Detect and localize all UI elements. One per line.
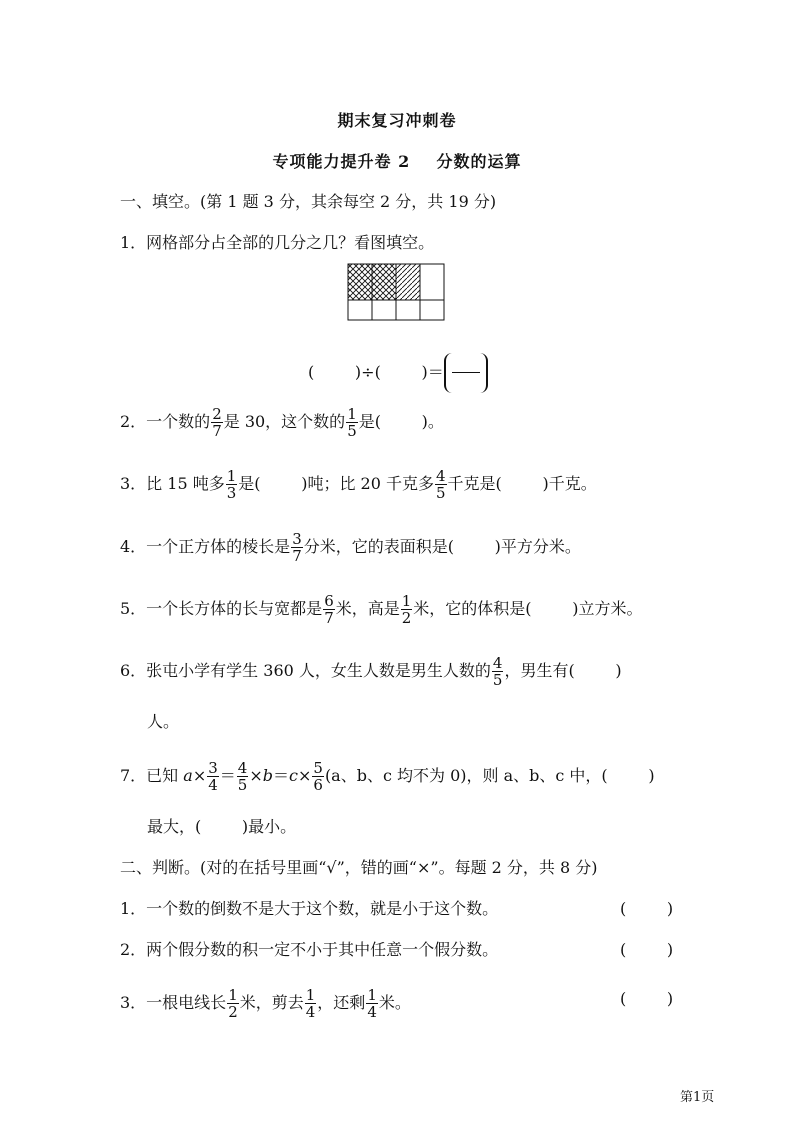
page-subtitle: 专项能力提升卷 2 分数的运算 [272,152,522,171]
q7-condition[interactable]: (a、b、c 均不为 0)，则 a、b、c 中，( ) [324,766,655,785]
q7-fraction-2 [237,760,249,793]
q7-eq-2: ＝ [273,766,290,785]
q3-frac1-den: 3 [226,484,237,502]
q4-fraction-1 [291,531,303,564]
q5-frac1-den: 7 [324,609,334,627]
q3-prefix: 3．比 15 吨多 [120,474,225,493]
q6-suffix[interactable]: ，男生有( ) [504,661,622,680]
q3-frac2-num: 4 [435,467,446,485]
s2-q3-fraction-2 [305,987,317,1020]
q7-frac3-num: 5 [313,759,323,777]
q4-suffix[interactable]: 分米，它的表面积是( )平方分米。 [303,537,581,556]
q1-text: 1．网格部分占全部的几分之几？看图填空。 [120,233,435,252]
page-number: 第1页 [680,1090,715,1105]
q6-line2: 人。 [147,712,180,731]
q3-frac2-den: 5 [435,484,446,502]
q2-prefix: 2．一个数的 [120,412,211,431]
q2-fraction-2 [346,406,358,439]
q7-line2[interactable]: 最大，( )最小。 [147,817,297,836]
q2-fraction-1 [211,406,223,439]
s2-q3-fraction-3 [366,987,378,1020]
s2-q3-mid: 米，剪去 [239,993,304,1012]
q6-fraction-1 [492,655,504,688]
s2-q3-fraction-1 [227,987,239,1020]
s2-q3-mid2: ，还剩 [317,993,366,1012]
q4-frac1-num: 3 [292,530,302,548]
s2-q3-suffix: 米。 [378,993,411,1012]
s2-q3-frac3-den: 4 [367,1003,377,1021]
q4-line [120,531,581,564]
q7-var-a: a [183,766,193,785]
q7-line [120,760,655,793]
section2-heading: 二、判断。(对的在括号里画“√”，错的画“×”。每题 2 分，共 8 分) [120,858,598,877]
q3-suffix[interactable]: 千克是( )千克。 [447,474,597,493]
q1-equation-left: ( )÷( )＝ [308,362,444,382]
q3-line [120,468,597,501]
grid-figure [347,263,447,323]
s2-q3-frac1-num: 1 [228,986,238,1004]
q2-frac1-num: 2 [212,405,222,423]
q1-equation [308,353,488,393]
q7-times-3: × [297,766,312,785]
grid-cell-crosshatch-2 [372,264,396,300]
q7-prefix: 7．已知 [120,766,184,785]
q1-fraction-answer-box[interactable] [444,353,488,393]
s2-q1-blank[interactable]: ( ) [620,899,674,918]
q2-mid: 是 30，这个数的 [223,412,346,431]
q5-fraction-2 [401,593,413,626]
q2-frac2-num: 1 [347,405,357,423]
q5-frac2-num: 1 [401,592,412,610]
q5-fraction-1 [323,593,335,626]
q3-frac1-num: 1 [226,467,237,485]
s2-q3-frac3-num: 1 [367,986,377,1004]
q2-suffix[interactable]: 是( )。 [358,412,444,431]
page-title: 期末复习冲刺卷 [337,111,457,130]
q7-frac1-num: 3 [208,759,218,777]
s2-q3-frac1-den: 2 [228,1003,238,1021]
q4-prefix: 4．一个正方体的棱长是 [120,537,291,556]
q7-frac1-den: 4 [208,776,218,794]
q5-suffix[interactable]: 米，它的体积是( )立方米。 [413,599,643,618]
q6-frac1-num: 4 [492,654,503,672]
q7-frac2-den: 5 [237,776,248,794]
q7-fraction-1 [207,760,219,793]
q7-eq-1: ＝ [219,766,236,785]
q7-fraction-3 [312,760,324,793]
q5-mid: 米，高是 [335,599,400,618]
s2-q3-frac2-num: 1 [305,986,316,1004]
q4-frac1-den: 7 [292,547,302,565]
grid-cell-diagonal [396,264,420,300]
q2-frac1-den: 7 [212,422,222,440]
q5-prefix: 5．一个长方体的长与宽都是 [120,599,323,618]
s2-q2-blank[interactable]: ( ) [620,940,674,959]
s2-q3-frac2-den: 4 [305,1003,316,1021]
s2-q1-text: 1．一个数的倒数不是大于这个数，就是小于这个数。 [120,899,499,918]
q5-line [120,593,642,626]
q5-frac2-den: 2 [401,609,412,627]
q3-fraction-1 [226,468,238,501]
q3-mid[interactable]: 是( )吨；比 20 千克多 [238,474,434,493]
q2-frac2-den: 5 [347,422,357,440]
q5-frac1-num: 6 [324,592,334,610]
q7-frac3-den: 6 [313,776,323,794]
q3-fraction-2 [435,468,447,501]
q7-var-c: c [289,766,298,785]
q6-frac1-den: 5 [492,671,503,689]
s2-q2-text: 2．两个假分数的积一定不小于其中任意一个假分数。 [120,940,499,959]
q7-var-b: b [262,766,273,785]
q7-times-1: × [192,766,207,785]
q6-prefix: 6．张屯小学有学生 360 人，女生人数是男生人数的 [120,661,491,680]
q7-frac2-num: 4 [237,759,248,777]
q7-times-2: × [249,766,263,785]
s2-q3-prefix: 3．一根电线长 [120,993,227,1012]
grid-cell-crosshatch-1 [348,264,372,300]
s2-q3-blank[interactable]: ( ) [620,989,674,1008]
s2-q3-line [120,987,411,1020]
q2-line [120,406,444,439]
q6-line [120,655,622,688]
section1-heading: 一、填空。(第 1 题 3 分，其余每空 2 分，共 19 分) [120,192,497,211]
